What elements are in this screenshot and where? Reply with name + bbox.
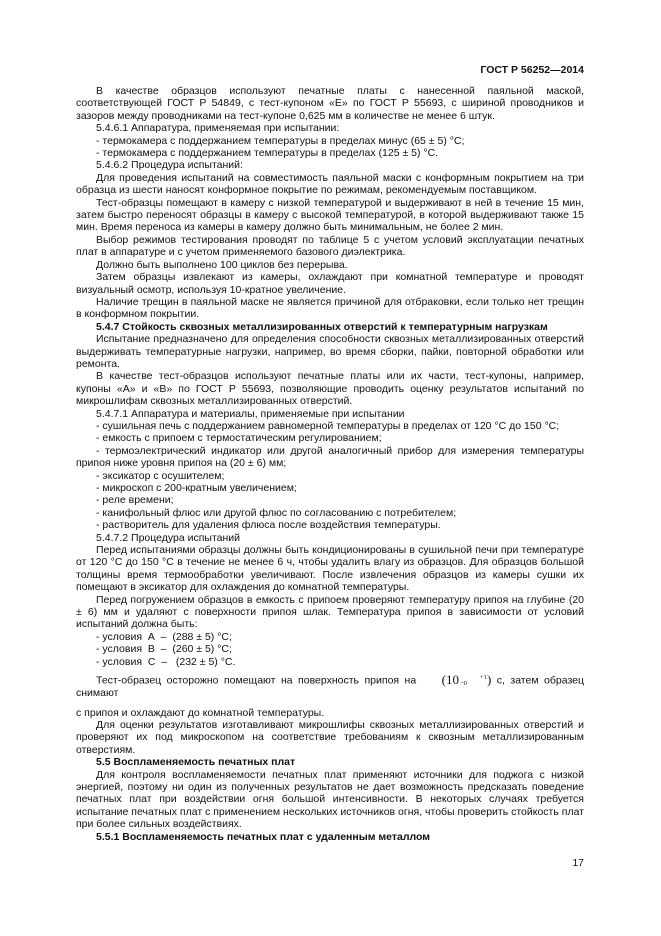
section-heading: 5.4.7 Стойкость сквозных металлизированных отверстий к температурным нагрузкам (96, 320, 548, 333)
list-item: - реле времени; (96, 494, 174, 507)
list-item: - эксикатор с осушителем; (96, 469, 225, 482)
paragraph: Для проведения испытаний на совместимость паяльной маски с конформным покрытием на три образца из шести наносят конформное покрытие по режимам, рекомендуемым поставщиком. (76, 171, 584, 197)
list-item: - термокамера с поддержанием температуры в пределах (125 ± 5) °С. (96, 147, 439, 160)
subsection-title: 5.4.7.1 Аппаратура и материалы, применяемые при испытании (96, 407, 405, 420)
document-number-header: ГОСТ Р 56252—2014 (480, 64, 584, 76)
list-item: - термоэлектрический индикатор или другой аналогичный прибор для измерения температуры припоя ниже уровня припоя на (20 ± 6) мм; (76, 444, 584, 470)
subsection-title: 5.4.6.2 Процедура испытаний: (96, 159, 243, 172)
section-heading: 5.5 Воспламеняемость печатных плат (96, 756, 296, 769)
paragraph: Затем образцы извлекают из камеры, охлаждают при комнатной температуре и проводят визуальный осмотр, используя 10-кратное увеличение. (76, 271, 584, 296)
subsection-title: 5.4.7.2 Процедура испытаний (96, 531, 241, 544)
paragraph: Перед испытаниями образцы должны быть кондиционированы в сушильной печи при температуре от 120 °С до 150 °С в течение не менее 6 ч, чтобы удалить влагу из образцов. Для образцов большой толщины время термообработки увеличивают. После извлечения образцов из камеры сушки их помещают в эксикатор для охлаждения до комнатной температуры. (76, 544, 584, 594)
paragraph: В качестве образцов используют печатные платы с нанесенной паяльной маской, соответствующей ГОСТ Р 54849, с тест-купоном «Е» по ГОСТ Р 55693, с шириной проводников и зазоров между проводниками на тест-купоне 0,625 мм в количестве не менее 6 штук. (76, 85, 584, 122)
paragraph: Для оценки результатов изготавливают микрошлифы сквозных металлизированных отверстий и проверяют их под микроскопом на соответствие требованиям к сквозным металлизированным отверстиям. (76, 718, 584, 756)
formula-base: (10 (441, 672, 460, 688)
paragraph: В качестве тест-образцов используют печатные платы или их части, тест-купоны, например, купоны «А» и «В» по ГОСТ Р 55693, позволяющие проводить оценку результатов испытаний по микрошлифам сквозных металлизированных отверстий. (76, 370, 584, 408)
paragraph: Для контроля воспламеняемости печатных плат применяют источники для поджога с низкой энергией, поэтому ни один из полученных результатов не дает возможность предсказать поведение печатных плат при воздействии огня большой интенсивности. В некоторых случаях требуется испытание печатных плат с применением нескольких источников огня, чтобы проверить стойкость плат при более сильных воздействиях. (76, 768, 584, 831)
paragraph: Перед погружением образцов в емкость с припоем проверяют температуру припоя на глубине (20 ± 6) мм и удаляют с поверхности припоя шлак. Температура припоя в зависимости от условий испытаний должна быть: (76, 593, 584, 631)
formula-tolerance (460, 675, 487, 687)
paragraph: Должно быть выполнено 100 циклов без перерыва. (96, 258, 348, 271)
list-item: - сушильная печь с поддержанием равномерной температуры в пределах от 120 °С до 150 °С; (96, 419, 560, 432)
paragraph: Испытание предназначено для определения способности сквозных металлизированных отверстий выдерживать температурные нагрузки, например, во время сборки, пайки, повторной обработки или ремонта. (76, 333, 584, 370)
condition-c: - условия С – (232 ± 5) °С. (96, 655, 236, 668)
immersion-text-after: с, затем образец снимают (76, 674, 584, 700)
list-item: - микроскоп с 200-кратным увеличением; (96, 482, 297, 494)
paragraph: Тест-образцы помещают в камеру с низкой температурой и выдерживают в ней в течение 15 мин, затем быстро переносят образцы в камеру с высокой температурой, в которой выдерживают также 15 мин. Время переноса из камеры в камеру должно быть минимальным, не более 2 мин. (76, 196, 584, 234)
section-heading: 5.5.1 Воспламеняемость печатных плат с удаленным металлом (96, 830, 431, 843)
list-item: - растворитель для удаления флюса после воздействия температуры. (96, 519, 441, 532)
paragraph: Наличие трещин в паяльной маске не является причиной для отбраковки, если только нет трещин в конформном покрытии. (76, 295, 584, 321)
condition-a: - условия А – (288 ± 5) °С; (96, 630, 232, 643)
paragraph: Выбор режимов тестирования проводят по таблице 5 с учетом условий эксплуатации печатных плат в аппаратуре и с учетом применяемого базового диэлектрика. (76, 233, 584, 259)
list-item: - канифольный флюс или другой флюс по согласованию с потребителем; (96, 506, 457, 519)
document-body (76, 85, 584, 843)
paragraph: с припоя и охлаждают до комнатной температуры. (76, 706, 325, 719)
immersion-text-before: Тест-образец осторожно помещают на поверхность припоя на (96, 674, 422, 687)
condition-b: - условия В – (260 ± 5) °С; (96, 643, 232, 656)
list-item: - емкость с припоем с термостатическим регулированием; (96, 432, 382, 445)
page-number: 17 (572, 857, 584, 869)
formula-lower: −0 (460, 680, 467, 688)
time-tolerance-formula (422, 674, 492, 687)
formula-close: ) (486, 672, 492, 688)
immersion-time-paragraph (76, 674, 584, 699)
formula-upper: +1 (480, 674, 487, 682)
subsection-title: 5.4.6.1 Аппаратура, применяемая при испытании: (96, 122, 340, 135)
list-item: - термокамера с поддержанием температуры в пределах минус (65 ± 5) °С; (96, 134, 465, 147)
